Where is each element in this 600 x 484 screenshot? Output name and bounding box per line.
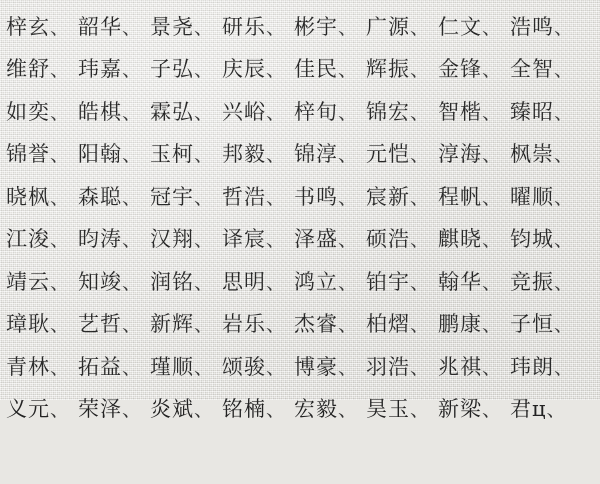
name-text: 靖云: [6, 272, 50, 293]
name-cell: [222, 102, 294, 123]
name-separator: 、: [50, 104, 69, 123]
name-text: 阳翰: [78, 144, 122, 165]
name-separator: 、: [338, 316, 357, 335]
name-cell: [222, 187, 294, 208]
name-separator: 、: [50, 274, 69, 293]
name-cell: [6, 59, 78, 80]
name-cell: [510, 229, 582, 250]
name-text: 江浚: [6, 229, 50, 250]
name-separator: 、: [410, 359, 429, 378]
name-separator: 、: [194, 231, 213, 250]
name-separator: 、: [50, 231, 69, 250]
name-text: 哲浩: [222, 187, 266, 208]
name-cell: [438, 357, 510, 378]
name-separator: 、: [482, 231, 501, 250]
name-cell: [78, 187, 150, 208]
name-cell: [366, 17, 438, 38]
name-text: 冠宇: [150, 187, 194, 208]
name-separator: 、: [554, 189, 573, 208]
name-separator: 、: [338, 359, 357, 378]
name-separator: 、: [338, 231, 357, 250]
name-cell: [6, 399, 78, 420]
name-cell: [294, 59, 366, 80]
name-text: 柏熠: [366, 314, 410, 335]
name-cell: [78, 144, 150, 165]
name-separator: 、: [482, 316, 501, 335]
name-cell: [6, 229, 78, 250]
name-cell: [366, 314, 438, 335]
name-text: 铂宇: [366, 272, 410, 293]
name-cell: [510, 187, 582, 208]
name-text: 荣泽: [78, 399, 122, 420]
name-separator: 、: [410, 104, 429, 123]
name-text: 兴峪: [222, 102, 266, 123]
name-cell: [366, 144, 438, 165]
name-separator: 、: [266, 189, 285, 208]
name-cell: [438, 399, 510, 420]
name-separator: 、: [554, 316, 573, 335]
name-separator: 、: [194, 359, 213, 378]
name-text: 仁文: [438, 17, 482, 38]
name-separator: 、: [266, 316, 285, 335]
name-cell: [222, 314, 294, 335]
name-cell: [438, 314, 510, 335]
name-cell: [294, 357, 366, 378]
name-separator: 、: [50, 146, 69, 165]
name-separator: 、: [194, 316, 213, 335]
name-cell: [366, 357, 438, 378]
name-separator: 、: [50, 316, 69, 335]
name-cell: [294, 399, 366, 420]
name-separator: 、: [554, 274, 573, 293]
name-cell: [150, 399, 222, 420]
name-text: 研乐: [222, 17, 266, 38]
name-row: [0, 59, 600, 102]
name-cell: [510, 17, 582, 38]
name-separator: 、: [554, 231, 573, 250]
name-cell: [6, 17, 78, 38]
name-row: [0, 357, 600, 400]
name-cell: [6, 272, 78, 293]
name-text: 思明: [222, 272, 266, 293]
name-separator: 、: [122, 19, 141, 38]
name-text: 炎斌: [150, 399, 194, 420]
name-cell: [150, 272, 222, 293]
name-cell: [510, 399, 582, 420]
name-text: 鸿立: [294, 272, 338, 293]
name-row: [0, 442, 600, 484]
name-text: 宸新: [366, 187, 410, 208]
name-text: 拓益: [78, 357, 122, 378]
name-row: [0, 102, 600, 145]
name-separator: 、: [50, 359, 69, 378]
name-cell: [510, 144, 582, 165]
name-separator: 、: [50, 61, 69, 80]
name-text: 宏毅: [294, 399, 338, 420]
name-text: 景尧: [150, 17, 194, 38]
name-cell: [150, 102, 222, 123]
name-cell: [222, 357, 294, 378]
name-text: 书鸣: [294, 187, 338, 208]
name-text: 钧城: [510, 229, 554, 250]
name-text: 昊玉: [366, 399, 410, 420]
name-text: 枫崇: [510, 144, 554, 165]
name-cell: [150, 17, 222, 38]
name-separator: 、: [194, 189, 213, 208]
name-text: 鹏康: [438, 314, 482, 335]
name-separator: 、: [554, 19, 573, 38]
name-separator: 、: [266, 359, 285, 378]
name-cell: [150, 144, 222, 165]
name-separator: 、: [122, 231, 141, 250]
name-separator: 、: [482, 19, 501, 38]
name-text: 浩鸣: [510, 17, 554, 38]
name-cell: [438, 17, 510, 38]
name-text: 杰睿: [294, 314, 338, 335]
name-text: 义元: [6, 399, 50, 420]
name-cell: [6, 144, 78, 165]
name-cell: [6, 187, 78, 208]
name-separator: 、: [410, 189, 429, 208]
name-text: 瑾顺: [150, 357, 194, 378]
name-text: 岩乐: [222, 314, 266, 335]
name-separator: 、: [122, 401, 141, 420]
name-text: 艺哲: [78, 314, 122, 335]
name-separator: 、: [410, 19, 429, 38]
name-cell: [78, 357, 150, 378]
name-cell: [510, 357, 582, 378]
name-separator: 、: [482, 274, 501, 293]
name-separator: 、: [410, 146, 429, 165]
name-separator: 、: [554, 359, 573, 378]
name-separator: 、: [50, 401, 69, 420]
name-cell: [222, 399, 294, 420]
name-separator: 、: [266, 146, 285, 165]
name-cell: [366, 272, 438, 293]
name-cell: [78, 229, 150, 250]
name-text: 博豪: [294, 357, 338, 378]
name-separator: 、: [266, 231, 285, 250]
name-cell: [78, 399, 150, 420]
name-separator: 、: [410, 274, 429, 293]
name-separator: 、: [482, 104, 501, 123]
name-separator: 、: [266, 19, 285, 38]
name-cell: [438, 272, 510, 293]
name-text: 晓枫: [6, 187, 50, 208]
name-text: 韶华: [78, 17, 122, 38]
name-cell: [366, 229, 438, 250]
name-text: 君ц: [510, 399, 547, 420]
name-text: 新辉: [150, 314, 194, 335]
name-text: 昀涛: [78, 229, 122, 250]
name-text: 皓棋: [78, 102, 122, 123]
name-separator: 、: [338, 19, 357, 38]
name-cell: [222, 272, 294, 293]
name-text: 梓旬: [294, 102, 338, 123]
name-text: 铭楠: [222, 399, 266, 420]
name-row: [0, 144, 600, 187]
name-text: 新梁: [438, 399, 482, 420]
name-text: 程帆: [438, 187, 482, 208]
name-cell: [78, 17, 150, 38]
name-cell: [294, 187, 366, 208]
name-cell: [6, 357, 78, 378]
name-separator: 、: [482, 61, 501, 80]
name-text: 庆辰: [222, 59, 266, 80]
name-cell: [294, 314, 366, 335]
name-text: 竞振: [510, 272, 554, 293]
name-separator: 、: [554, 104, 573, 123]
name-row: [0, 17, 600, 60]
name-text: 锦誉: [6, 144, 50, 165]
name-cell: [222, 229, 294, 250]
name-cell: [150, 314, 222, 335]
name-row: [0, 272, 600, 315]
name-text: 麒晓: [438, 229, 482, 250]
name-separator: 、: [482, 401, 501, 420]
name-separator: 、: [122, 274, 141, 293]
name-separator: 、: [482, 146, 501, 165]
name-cell: [150, 357, 222, 378]
name-row: [0, 314, 600, 357]
name-text: 金锋: [438, 59, 482, 80]
name-text: 玮嘉: [78, 59, 122, 80]
name-separator: 、: [122, 316, 141, 335]
name-cell: [150, 59, 222, 80]
name-cell: [366, 102, 438, 123]
name-cell: [366, 59, 438, 80]
name-cell: [438, 59, 510, 80]
name-separator: 、: [410, 231, 429, 250]
name-separator: 、: [266, 61, 285, 80]
name-text: 锦宏: [366, 102, 410, 123]
name-text: 译宸: [222, 229, 266, 250]
name-cell: [438, 187, 510, 208]
name-separator: 、: [122, 146, 141, 165]
name-separator: 、: [266, 401, 285, 420]
name-cell: [6, 102, 78, 123]
name-separator: 、: [266, 104, 285, 123]
name-text: 子弘: [150, 59, 194, 80]
name-row: [0, 399, 600, 442]
name-separator: 、: [122, 61, 141, 80]
name-cell: [510, 102, 582, 123]
name-cell: [150, 229, 222, 250]
name-separator: 、: [338, 61, 357, 80]
name-cell: [438, 144, 510, 165]
name-separator: 、: [338, 146, 357, 165]
name-separator: 、: [122, 359, 141, 378]
name-text: 元恺: [366, 144, 410, 165]
name-cell: [78, 272, 150, 293]
name-separator: 、: [194, 274, 213, 293]
name-separator: 、: [482, 359, 501, 378]
name-separator: 、: [194, 146, 213, 165]
name-text: 子恒: [510, 314, 554, 335]
name-text: 知竣: [78, 272, 122, 293]
name-cell: [294, 144, 366, 165]
name-cell: [294, 229, 366, 250]
name-text: 汉翔: [150, 229, 194, 250]
name-text: 森聪: [78, 187, 122, 208]
name-text: 硕浩: [366, 229, 410, 250]
name-separator: 、: [266, 274, 285, 293]
name-separator: 、: [50, 19, 69, 38]
name-text: 泽盛: [294, 229, 338, 250]
name-separator: 、: [338, 401, 357, 420]
name-cell: [294, 272, 366, 293]
name-cell: [78, 102, 150, 123]
name-cell: [366, 399, 438, 420]
name-row: [0, 229, 600, 272]
name-separator: 、: [482, 189, 501, 208]
name-text: 兆祺: [438, 357, 482, 378]
name-separator: 、: [410, 316, 429, 335]
name-cell: [510, 314, 582, 335]
name-cell: [222, 17, 294, 38]
name-separator: 、: [410, 61, 429, 80]
name-separator: 、: [547, 401, 566, 420]
name-cell: [510, 59, 582, 80]
name-cell: [78, 314, 150, 335]
name-text: 梓玄: [6, 17, 50, 38]
name-cell: [222, 59, 294, 80]
name-separator: 、: [122, 104, 141, 123]
name-text: 邦毅: [222, 144, 266, 165]
name-text: 翰华: [438, 272, 482, 293]
name-separator: 、: [410, 401, 429, 420]
name-text: 玉柯: [150, 144, 194, 165]
name-cell: [78, 59, 150, 80]
name-text: 羽浩: [366, 357, 410, 378]
name-text: 淳海: [438, 144, 482, 165]
name-text: 臻昭: [510, 102, 554, 123]
name-separator: 、: [194, 401, 213, 420]
name-separator: 、: [194, 19, 213, 38]
name-separator: 、: [554, 61, 573, 80]
name-text: 智楷: [438, 102, 482, 123]
name-separator: 、: [338, 189, 357, 208]
name-cell: [438, 229, 510, 250]
name-cell: [510, 272, 582, 293]
name-text: 玮朗: [510, 357, 554, 378]
name-cell: [150, 187, 222, 208]
name-cell: [294, 102, 366, 123]
name-text: 全智: [510, 59, 554, 80]
name-separator: 、: [194, 104, 213, 123]
name-text: 青林: [6, 357, 50, 378]
name-cell: [438, 102, 510, 123]
name-separator: 、: [122, 189, 141, 208]
name-separator: 、: [194, 61, 213, 80]
name-text: 润铭: [150, 272, 194, 293]
name-separator: 、: [338, 104, 357, 123]
name-cell: [222, 144, 294, 165]
name-separator: 、: [338, 274, 357, 293]
name-text: 锦淳: [294, 144, 338, 165]
name-text: 颂骏: [222, 357, 266, 378]
name-separator: 、: [554, 146, 573, 165]
name-row: [0, 187, 600, 230]
name-text: 广源: [366, 17, 410, 38]
name-text: 辉振: [366, 59, 410, 80]
name-text: 维舒: [6, 59, 50, 80]
name-text: 璋耿: [6, 314, 50, 335]
name-text: 曜顺: [510, 187, 554, 208]
name-separator: 、: [50, 189, 69, 208]
name-text: 霖弘: [150, 102, 194, 123]
name-cell: [6, 314, 78, 335]
name-text: 佳民: [294, 59, 338, 80]
name-cell: [294, 17, 366, 38]
name-cell: [366, 187, 438, 208]
name-text: 如奕: [6, 102, 50, 123]
name-text: 彬宇: [294, 17, 338, 38]
